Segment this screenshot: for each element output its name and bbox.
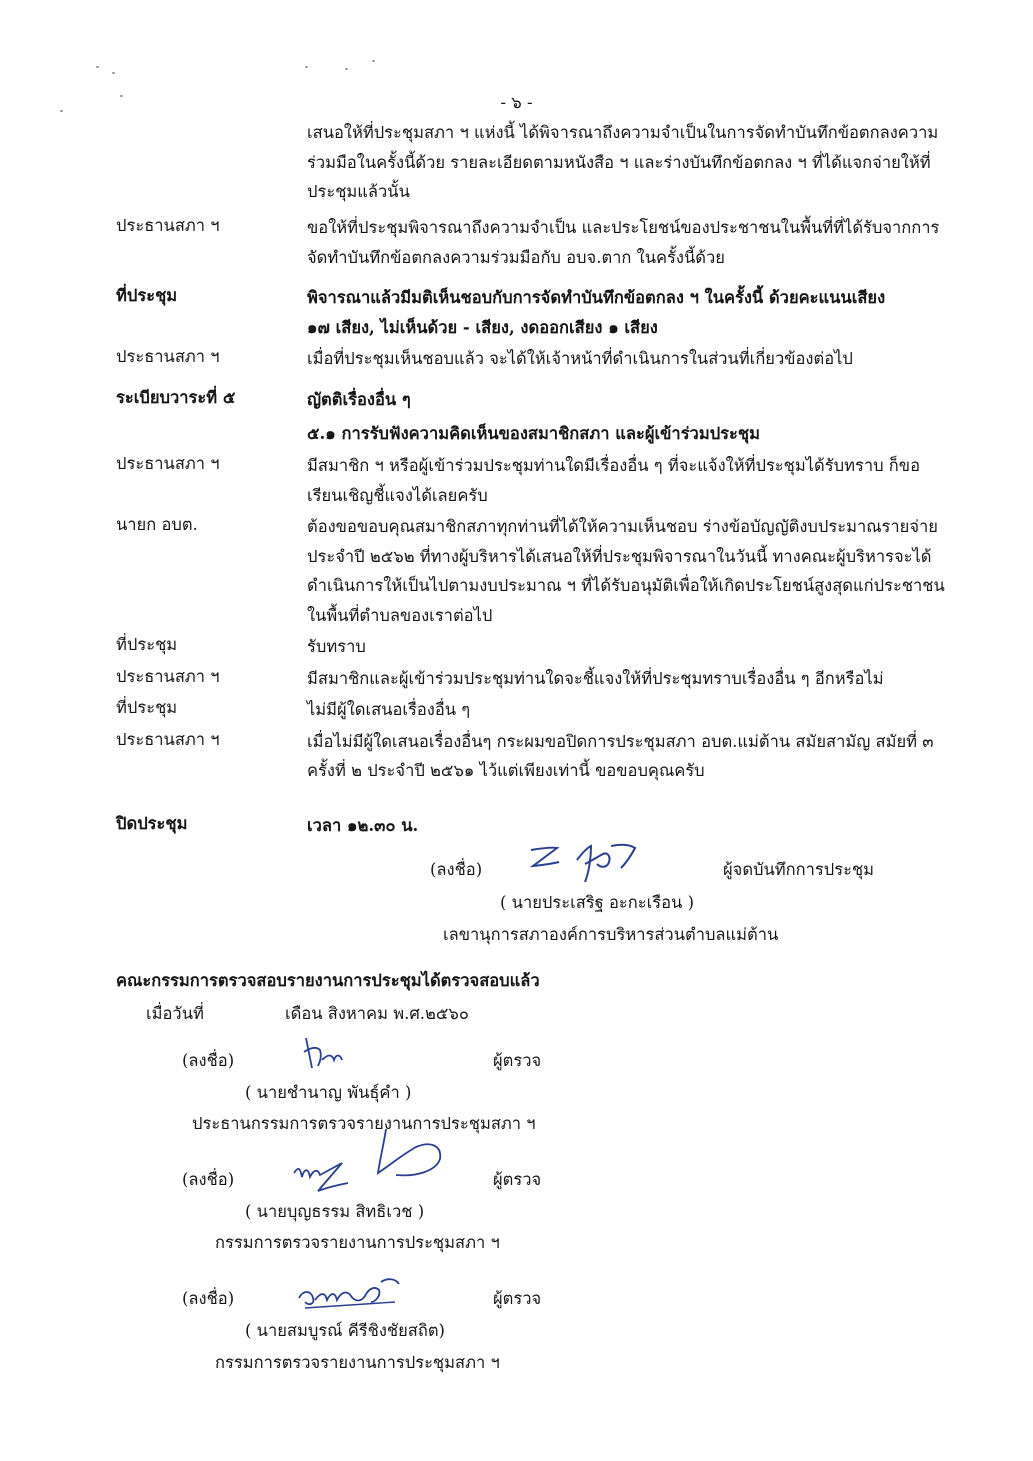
minutes-entry-resolution: [116, 283, 966, 342]
speaker-label: ประธานสภา ฯ: [116, 347, 220, 366]
signer-2-role: ผู้ตรวจ: [493, 1170, 542, 1189]
signer-3-name: ( นายสมบูรณ์ คีรีชิงชัยสถิต): [245, 1321, 445, 1340]
entry-line: รับทราบ: [307, 637, 366, 656]
signer-3-position: กรรมการตรวจรายงานการประชุมสภา ฯ: [215, 1353, 500, 1372]
scan-speck: [372, 60, 375, 62]
intro-paragraph: [116, 118, 966, 207]
minutes-entry: [116, 727, 966, 786]
agenda-subtitle: ๕.๑ การรับฟังความคิดเห็นของสมาชิกสภา และผู้เข้าร่วมประชุม: [307, 423, 760, 443]
entry-line: ๑๗ เสียง, ไม่เห็นด้วย - เสียง, งดออกเสียง ๑ เสียง: [307, 317, 658, 337]
committee-date-value: เดือน สิงหาคม พ.ศ.๒๕๖๐: [285, 1004, 469, 1023]
entry-line: มีสมาชิก ฯ หรือผู้เข้าร่วมประชุมท่านใดมีเรื่องอื่น ๆ ที่จะแจ้งให้ที่ประชุมได้รับทราบ ก็ขอ: [307, 456, 920, 475]
recorder-sign-prefix: (ลงชื่อ): [430, 860, 483, 879]
minutes-entry: [116, 632, 966, 662]
speaker-label: นายก อบต.: [116, 515, 198, 534]
entry-line: ไม่มีผู้ใดเสนอเรื่องอื่น ๆ: [307, 700, 471, 719]
entry-line: ต้องขอขอบคุณสมาชิกสภาทุกท่านที่ได้ให้ความเห็นชอบ ร่างข้อบัญญัติงบประมาณรายจ่าย: [307, 517, 938, 536]
speaker-label: ประธานสภา ฯ: [116, 454, 220, 473]
signer-2-signature-image: [290, 1125, 460, 1200]
entry-line: ดำเนินการให้เป็นไปตามงบประมาณ ฯ ที่ได้รับอนุมัติเพื่อให้เกิดประโยชน์สูงสุดแก่ประชาชน: [307, 576, 945, 595]
speaker-label: ประธานสภา ฯ: [116, 666, 220, 686]
entry-line: มีสมาชิกและผู้เข้าร่วมประชุมท่านใดจะชี้แจงให้ที่ประชุมทราบเรื่องอื่น ๆ อีกหรือไม่: [307, 668, 884, 688]
minutes-entry: [116, 664, 966, 694]
signer-3-role: ผู้ตรวจ: [493, 1289, 542, 1308]
signer-1-signature-image: [300, 1030, 360, 1075]
agenda-item: [116, 385, 966, 448]
closing-entry: [116, 811, 966, 841]
entry-line: จัดทำบันทึกข้อตกลงความร่วมมือกับ อบจ.ตาก ในครั้งนี้ด้วย: [307, 247, 725, 267]
minutes-entry: [116, 213, 966, 272]
entry-line: เรียนเชิญชี้แจงได้เลยครับ: [307, 485, 488, 505]
recorder-position: เลขานุการสภาองค์การบริหารส่วนตำบลแม่ต้าน: [443, 925, 779, 944]
entry-line: เมื่อที่ประชุมเห็นชอบแล้ว จะได้ให้เจ้าหน้าที่ดำเนินการในส่วนที่เกี่ยวข้องต่อไป: [307, 349, 853, 368]
entry-line: ขอให้ที่ประชุมพิจารณาถึงความจำเป็น และประโยชน์ของประชาชนในพื้นที่ที่ได้รับจากการ: [307, 218, 940, 237]
entry-line: เมื่อไม่มีผู้ใดเสนอเรื่องอื่นๆ กระผมขอปิดการประชุมสภา อบต.แม่ต้าน สมัยสามัญ สมัยที่ ๓: [307, 731, 934, 751]
agenda-label: ระเบียบวาระที่ ๕: [116, 388, 236, 407]
closing-time: เวลา ๑๒.๓๐ น.: [307, 816, 419, 835]
scan-speck: [112, 72, 115, 74]
signer-2-position: กรรมการตรวจรายงานการประชุมสภา ฯ: [215, 1233, 500, 1252]
scan-speck: [305, 66, 308, 68]
signer-1-name: ( นายชำนาญ พันธุ์คำ ): [245, 1083, 412, 1102]
committee-date-label: เมื่อวันที่: [146, 1004, 204, 1023]
minutes-entry: [116, 512, 966, 630]
closing-label: ปิดประชุม: [116, 814, 188, 833]
closing-row: [116, 811, 966, 841]
signer-3-signature-image: [295, 1272, 405, 1314]
signer-2-prefix: (ลงชื่อ): [182, 1170, 235, 1189]
agenda-heading: [116, 385, 966, 415]
scan-speck: [96, 66, 99, 68]
entry-line: ประจำปี ๒๕๖๒ ที่ทางผู้บริหารได้เสนอให้ที่ประชุมพิจารณาในวันนี้ ทางคณะผู้บริหารจะได้: [307, 546, 932, 566]
scan-speck: [345, 68, 348, 70]
recorder-signature-image: [525, 838, 645, 886]
entry-line: ครั้งที่ ๒ ประจำปี ๒๕๖๑ ไว้แต่เพียงเท่านี้ ขอขอบคุณครับ: [307, 761, 705, 780]
intro-line: เสนอให้ที่ประชุมสภา ฯ แห่งนี้ ได้พิจารณาถึงความจำเป็นในการจัดทำบันทึกข้อตกลงความ: [307, 123, 939, 142]
speaker-label: ที่ประชุม: [116, 286, 178, 305]
entry-line: ในพื้นที่ตำบลของเราต่อไป: [307, 605, 493, 625]
speaker-label: ที่ประชุม: [116, 635, 178, 654]
page-number: - ๖ -: [500, 93, 533, 112]
recorder-role: ผู้จดบันทึกการประชุม: [723, 860, 875, 879]
committee-heading: คณะกรรมการตรวจสอบรายงานการประชุมได้ตรวจสอบแล้ว: [116, 971, 540, 990]
intro-line: ประชุมแล้วนั้น: [307, 182, 410, 201]
signer-3-prefix: (ลงชื่อ): [182, 1289, 235, 1308]
speaker-label: ประธานสภา ฯ: [116, 216, 220, 235]
minutes-entry: [116, 451, 966, 510]
minutes-section-a: [116, 213, 966, 374]
signer-2-name: ( นายบุญธรรม สิทธิเวช ): [245, 1202, 425, 1221]
speaker-label: ประธานสภา ฯ: [116, 729, 220, 749]
signer-1-position: ประธานกรรมการตรวจรายงานการประชุมสภา ฯ: [192, 1114, 536, 1133]
signer-1-prefix: (ลงชื่อ): [182, 1051, 235, 1070]
minutes-entry: [116, 695, 966, 725]
minutes-section-b: [116, 451, 966, 786]
intro-line: ร่วมมือในครั้งนี้ด้วย รายละเอียดตามหนังสือ ฯ และร่างบันทึกข้อตกลง ฯ ที่ได้แจกจ่ายให้ที่: [307, 152, 931, 172]
signer-1-role: ผู้ตรวจ: [493, 1051, 542, 1070]
speaker-label: ที่ประชุม: [116, 698, 178, 717]
agenda-title: ญัตติเรื่องอื่น ๆ: [307, 390, 411, 409]
minutes-entry: [116, 344, 966, 374]
entry-line: พิจารณาแล้วมีมติเห็นชอบกับการจัดทำบันทึกข้อตกลง ฯ ในครั้งนี้ ด้วยคะแนนเสียง: [307, 288, 886, 307]
recorder-name: ( นายประเสริฐ อะกะเรือน ): [500, 893, 695, 912]
